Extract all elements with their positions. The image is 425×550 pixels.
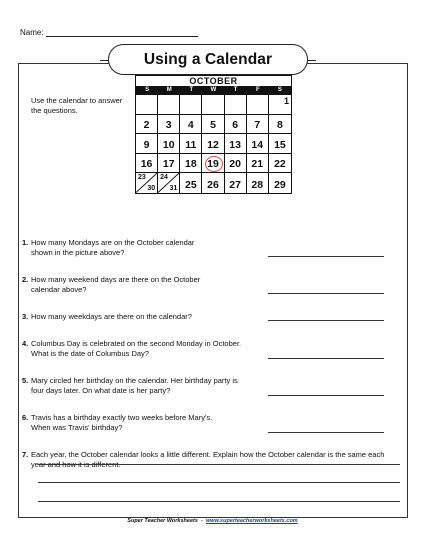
question-number: 5.: [22, 376, 29, 385]
october-calendar: [135, 75, 292, 194]
weekday-label: S: [145, 87, 150, 93]
answer-line-1[interactable]: [268, 256, 384, 257]
calendar-day: [180, 154, 202, 174]
weekday-label: M: [166, 87, 172, 93]
calendar-day: [269, 173, 291, 193]
calendar-day-number: 15: [274, 138, 286, 151]
calendar-day-number: 23: [138, 174, 146, 181]
calendar-day: [269, 154, 291, 174]
answer-line-7b[interactable]: [38, 482, 400, 483]
calendar-day-number: 17: [162, 158, 175, 170]
calendar-day-number: 20: [229, 158, 241, 170]
calendar-day-number: 11: [185, 138, 197, 151]
name-field[interactable]: [20, 27, 198, 37]
weekday-label: S: [277, 87, 282, 93]
calendar-day: [225, 173, 247, 193]
calendar-day: [247, 134, 269, 154]
answer-line-3[interactable]: [268, 320, 384, 321]
calendar-day: [158, 115, 180, 135]
calendar-split-day: [136, 173, 158, 193]
footer-link[interactable]: www.superteacherworksheets.com: [205, 518, 298, 524]
question-text: How many weekend days are there on the October calendar above?: [31, 275, 201, 294]
weekday-label: W: [210, 87, 217, 93]
calendar-day: [247, 115, 269, 135]
answer-line-4[interactable]: [268, 358, 384, 359]
question-text: Columbus Day is celebrated on the second Monday in October. What is the date of Columbus Day?: [31, 339, 242, 358]
calendar-day-number: 26: [207, 178, 219, 191]
calendar-day-number: 10: [162, 138, 175, 151]
answer-line-7c[interactable]: [38, 501, 400, 502]
question-3: [22, 312, 252, 322]
calendar-day-number: 14: [251, 138, 264, 151]
calendar-day-number: 6: [232, 119, 239, 131]
calendar-month: OCTOBER: [189, 76, 238, 86]
calendar-empty-cell: [136, 95, 158, 115]
calendar-day: [136, 115, 158, 135]
answer-line-6[interactable]: [268, 432, 384, 433]
question-2: [22, 275, 252, 295]
calendar-day-number: 3: [165, 119, 172, 131]
calendar-day: [202, 115, 224, 135]
weekday-label: T: [189, 87, 194, 93]
calendar-day: [247, 154, 269, 174]
calendar-day-number: 30: [147, 184, 156, 192]
calendar-day-number: 7: [254, 119, 261, 131]
weekday-label: F: [255, 87, 260, 93]
question-number: 2.: [22, 275, 29, 284]
name-line[interactable]: [46, 27, 198, 37]
calendar-empty-cell: [225, 95, 247, 115]
calendar-day: [158, 134, 180, 154]
calendar-day: [136, 154, 158, 174]
calendar-day-number: 1: [283, 96, 289, 106]
calendar-day: [136, 134, 158, 154]
calendar-empty-cell: [247, 95, 269, 115]
question-5: [22, 376, 252, 396]
question-4: [22, 339, 252, 359]
worksheet-title: Using a Calendar: [108, 44, 308, 75]
instructions-text: Use the calendar to answer the questions.: [31, 96, 123, 115]
calendar-day-number: 5: [210, 119, 216, 131]
birthday-circle-mark: [205, 156, 223, 172]
question-number: 3.: [22, 312, 29, 321]
calendar-day: [225, 115, 247, 135]
question-text: Each year, the October calendar looks a little different. Explain how the October calendar is the same each year and how it is different.: [31, 450, 385, 469]
calendar-day: [269, 95, 291, 115]
question-number: 4.: [22, 339, 29, 348]
calendar-day: [180, 115, 202, 135]
calendar-day: [225, 154, 247, 174]
question-number: 7.: [22, 450, 29, 459]
calendar-day: [202, 134, 224, 154]
calendar-day-number: 9: [143, 138, 150, 151]
calendar-day-number: 25: [185, 178, 197, 191]
calendar-day-number: 19: [207, 158, 219, 170]
calendar-day-number: 4: [187, 119, 194, 131]
question-text: How many Mondays are on the October calendar shown in the picture above?: [31, 238, 195, 257]
question-text: Mary circled her birthday on the calendar. Her birthday party is four days later. On what date is her party?: [31, 376, 238, 395]
calendar-split-day: [158, 173, 180, 193]
answer-line-7a[interactable]: [38, 464, 400, 465]
answer-line-5[interactable]: [268, 395, 384, 396]
question-number: 1.: [22, 238, 29, 247]
calendar-day-number: 2: [143, 119, 150, 131]
calendar-day-number: 24: [160, 174, 168, 181]
footer: [0, 518, 425, 524]
question-text: How many weekdays are there on the calendar?: [31, 312, 192, 321]
calendar-day-number: 31: [169, 184, 178, 192]
calendar-day-number: 21: [251, 158, 264, 170]
calendar-grid: [136, 95, 291, 193]
question-7: [22, 450, 402, 470]
calendar-day-number: 12: [207, 138, 219, 151]
calendar-day-number: 27: [229, 178, 241, 191]
calendar-day-number: 28: [251, 178, 264, 191]
calendar-day: [158, 154, 180, 174]
question-number: 6.: [22, 413, 29, 422]
calendar-day: [247, 173, 269, 193]
calendar-day-number: 13: [229, 138, 241, 151]
name-label: Name:: [20, 28, 44, 37]
calendar-day: [269, 115, 291, 135]
weekday-label: T: [233, 87, 238, 93]
calendar-day-number: 18: [185, 158, 197, 170]
calendar-day: [202, 154, 224, 174]
answer-line-2[interactable]: [268, 293, 384, 294]
calendar-day-number: 22: [274, 158, 286, 170]
question-text: Travis has a birthday exactly two weeks before Mary's. When was Travis' birthday?: [31, 413, 213, 432]
calendar-day-number: 8: [276, 119, 283, 131]
calendar-day: [202, 173, 224, 193]
calendar-day: [180, 134, 202, 154]
question-1: [22, 238, 252, 258]
calendar-day: [180, 173, 202, 193]
footer-separator: -: [200, 518, 203, 524]
calendar-day-number: 16: [140, 158, 153, 170]
calendar-empty-cell: [202, 95, 224, 115]
calendar-empty-cell: [158, 95, 180, 115]
footer-brand: Super Teacher Worksheets: [127, 518, 198, 524]
calendar-empty-cell: [180, 95, 202, 115]
calendar-day-number: 29: [274, 178, 286, 191]
question-6: [22, 413, 252, 433]
calendar-day: [269, 134, 291, 154]
calendar-day: [225, 134, 247, 154]
calendar-weekday-header: [136, 86, 291, 95]
